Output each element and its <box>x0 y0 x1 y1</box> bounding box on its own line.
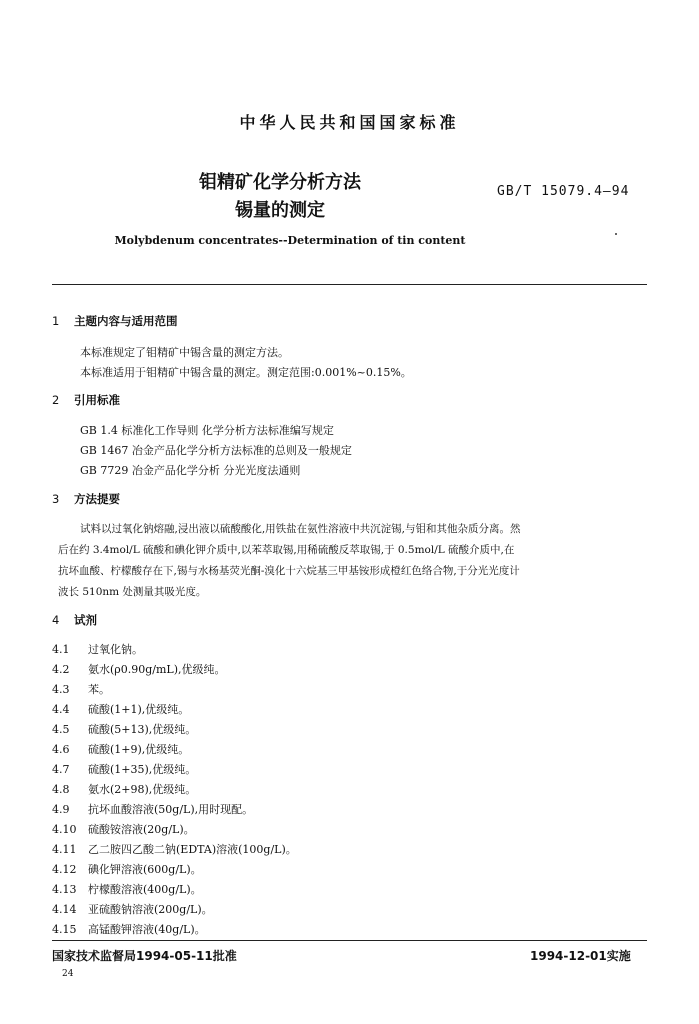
standard-number: GB/T 15079.4—94 <box>497 184 630 199</box>
reagent-item: 4.2 氨水(ρ0.90g/mL),优级纯。 <box>52 663 226 676</box>
reference-standard: GB 7729 冶金产品化学分析 分光光度法通则 <box>80 464 301 477</box>
reagent-item: 4.15 高锰酸钾溶液(40g/L)。 <box>52 923 206 936</box>
implementation-date: 1994-12-01实施 <box>530 949 631 963</box>
paragraph-line: 本标准适用于钼精矿中锡含量的测定。测定范围:0.001%~0.15%。 <box>80 366 412 379</box>
section-title: 引用标准 <box>74 393 120 407</box>
paragraph-line: 试料以过氧化钠熔融,浸出液以硫酸酸化,用铁盐在氨性溶液中共沉淀锡,与钼和其他杂质分离。然 <box>80 523 521 535</box>
section-heading <box>52 313 178 329</box>
reagent-item: 4.7 硫酸(1+35),优级纯。 <box>52 763 197 776</box>
reagent-item: 4.8 氨水(2+98),优级纯。 <box>52 783 197 796</box>
reagent-item: 4.4 硫酸(1+1),优级纯。 <box>52 703 190 716</box>
section-title: 方法提要 <box>74 492 120 506</box>
reagent-item: 4.10 硫酸铵溶液(20g/L)。 <box>52 823 195 836</box>
section-title: 试剂 <box>74 613 97 627</box>
reagent-item: 4.14 亚硫酸钠溶液(200g/L)。 <box>52 903 213 916</box>
issuer-title: 中华人民共和国国家标准 <box>239 113 460 132</box>
section-title: 主题内容与适用范围 <box>74 314 178 328</box>
reagent-item: 4.3 苯。 <box>52 683 110 696</box>
reagent-item: 4.12 碘化钾溶液(600g/L)。 <box>52 863 202 876</box>
scan-speck <box>615 233 617 235</box>
paragraph-line: 抗坏血酸、柠檬酸存在下,锡与水杨基荧光酮-溴化十六烷基三甲基铵形成橙红色络合物,于分光光度计 <box>58 565 520 577</box>
header-divider <box>52 284 647 285</box>
section-number: 1 <box>52 314 60 328</box>
page-number: 24 <box>62 969 74 979</box>
reagent-item: 4.9 抗坏血酸溶液(50g/L),用时现配。 <box>52 803 254 816</box>
reagent-item: 4.1 过氧化钠。 <box>52 643 143 656</box>
section-heading <box>52 612 97 628</box>
english-title: Molybdenum concentrates--Determination of tin content <box>114 234 466 247</box>
reference-standard: GB 1467 冶金产品化学分析方法标准的总则及一般规定 <box>80 444 352 457</box>
reagent-item: 4.6 硫酸(1+9),优级纯。 <box>52 743 190 756</box>
section-number: 3 <box>52 492 60 506</box>
reference-standard: GB 1.4 标准化工作导则 化学分析方法标准编写规定 <box>80 424 334 437</box>
section-number: 2 <box>52 393 60 407</box>
reagent-item: 4.5 硫酸(5+13),优级纯。 <box>52 723 197 736</box>
reagent-item: 4.13 柠檬酸溶液(400g/L)。 <box>52 883 202 896</box>
paragraph-line: 后在约 3.4mol/L 硫酸和碘化钾介质中,以苯萃取锡,用稀硫酸反萃取锡,于 0.5mol/L 硫酸介质中,在 <box>58 544 515 556</box>
reagent-item: 4.11 乙二胺四乙酸二钠(EDTA)溶液(100g/L)。 <box>52 843 297 856</box>
section-heading <box>52 392 120 408</box>
section-heading <box>52 491 120 507</box>
paragraph-line: 波长 510nm 处测量其吸光度。 <box>58 586 207 598</box>
paragraph-line: 本标准规定了钼精矿中锡含量的测定方法。 <box>80 346 289 359</box>
document-title-line2: 锡量的测定 <box>235 200 325 221</box>
section-number: 4 <box>52 613 60 627</box>
footer-divider <box>52 940 647 941</box>
approval-date: 国家技术监督局1994-05-11批准 <box>52 949 237 963</box>
document-title-line1: 钼精矿化学分析方法 <box>199 172 361 193</box>
